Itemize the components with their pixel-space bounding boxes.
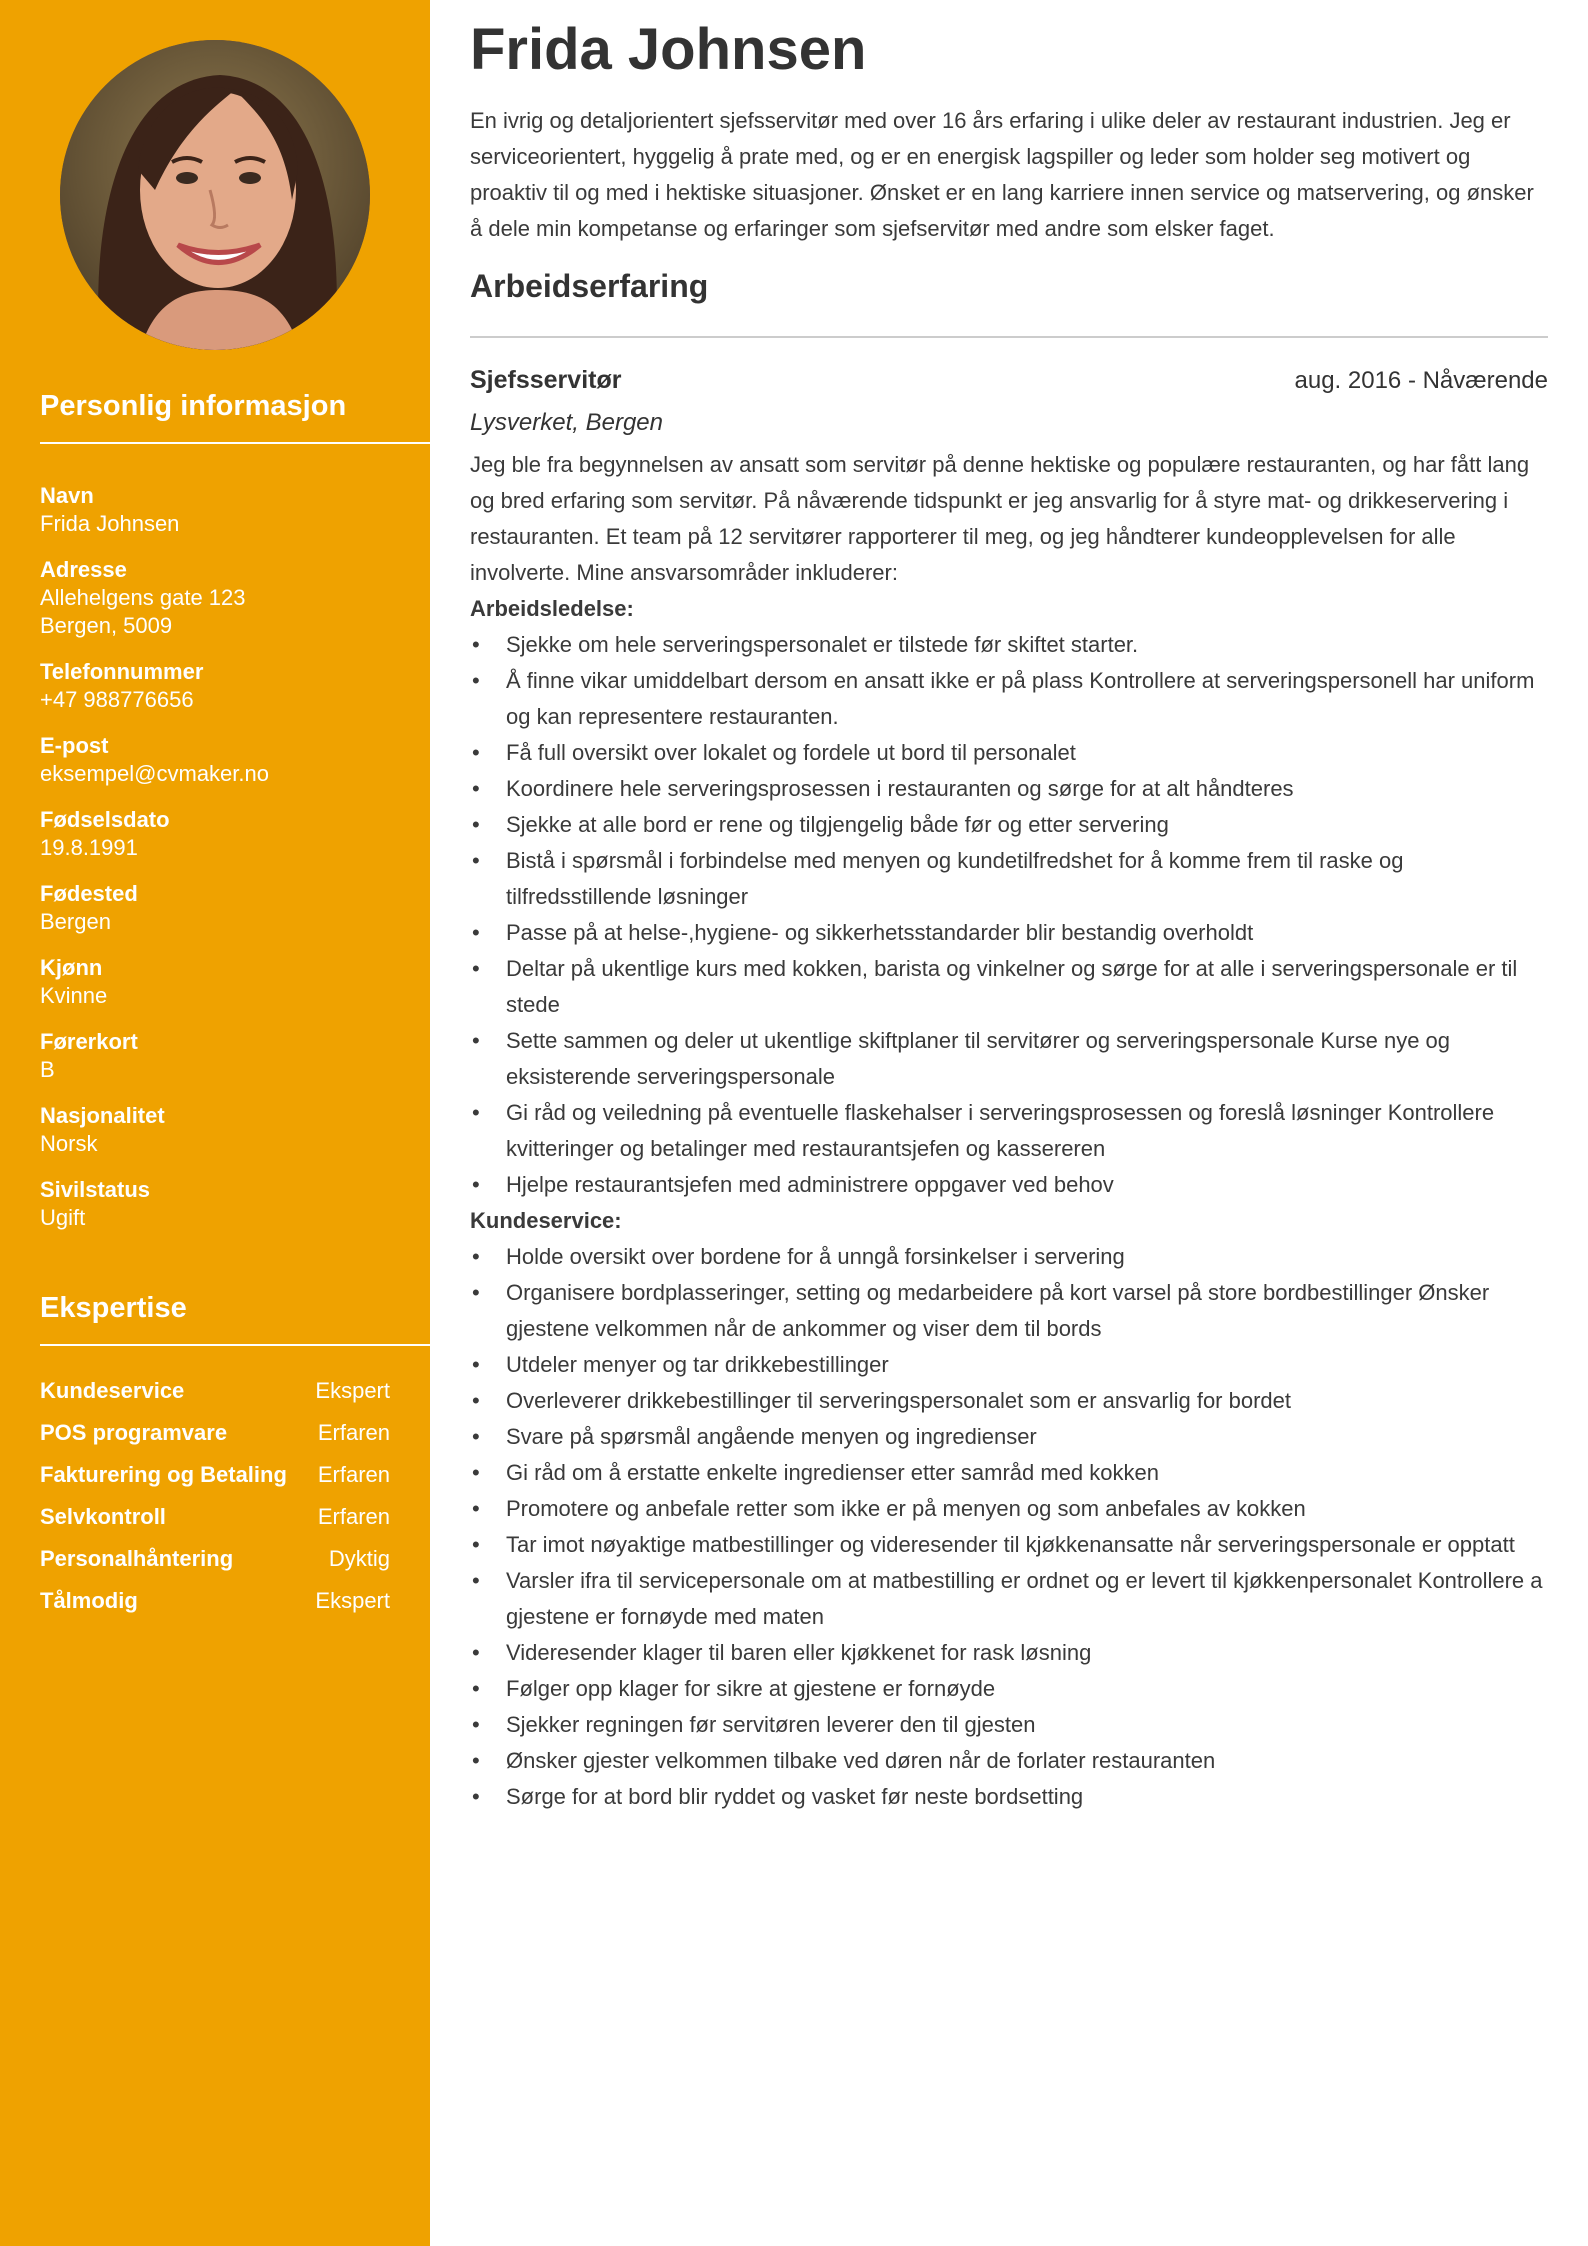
skill-level: Dyktig: [328, 1546, 390, 1571]
list-item: • Holde oversikt over bordene for å unngå forsinkelser i servering: [470, 1239, 1548, 1275]
job-title: Sjefsservitør: [470, 366, 622, 394]
info-item-birthdate: [40, 806, 420, 862]
info-item-license: [40, 1028, 420, 1084]
info-label: Navn: [40, 483, 94, 508]
list-item: • Gi råd om å erstatte enkelte ingredienser etter samråd med kokken: [470, 1455, 1548, 1491]
skill-row: [40, 1580, 390, 1622]
list-item: • Tar imot nøyaktige matbestillinger og videresender til kjøkkenansatte når serveringspersonale er opptatt: [470, 1527, 1548, 1563]
experience-section-title: Arbeidserfaring: [470, 268, 709, 304]
info-item-gender: [40, 954, 420, 1010]
skill-level: Erfaren: [317, 1504, 390, 1529]
list-item: • Passe på at helse-,hygiene- og sikkerhetsstandarder blir bestandig overholdt: [470, 915, 1548, 951]
profile-photo: [60, 40, 370, 350]
management-duties-list: [470, 627, 1548, 1203]
skill-level: Ekspert: [315, 1378, 390, 1403]
list-item: • Organisere bordplasseringer, setting og medarbeidere på kort varsel på store bordbestillinger Ønsker gjestene velkommen når de ankommer og viser dem til bords: [470, 1275, 1548, 1347]
info-label: Fødselsdato: [40, 807, 170, 832]
list-item: • Få full oversikt over lokalet og fordele ut bord til personalet: [470, 735, 1548, 771]
group-heading-customer-service: Kundeservice:: [470, 1208, 622, 1233]
list-item: • Sørge for at bord blir ryddet og vasket før neste bordsetting: [470, 1779, 1548, 1815]
skills-title: Ekspertise: [40, 1292, 187, 1324]
info-value: Allehelgens gate 123: [40, 585, 246, 610]
job-intro: Jeg ble fra begynnelsen av ansatt som servitør på denne hektiske og populære restauranten, og har fått lang og bred erfaring som servitør. På nåværende tidspunkt er jeg ansvarlig for å styre mat- og drikkeservering i restauranten. Et team på 12 servitører rapporterer til meg, og jeg håndterer kundeopplevelsen for alle involverte. Mine ansvarsområder inkluderer:: [470, 452, 1530, 585]
list-item: • Å finne vikar umiddelbart dersom en ansatt ikke er på plass Kontrollere at serveringspersonell har uniform og kan representere restauranten.: [470, 663, 1548, 735]
info-label: Førerkort: [40, 1029, 138, 1054]
job-description: [470, 447, 1548, 1815]
list-item: • Koordinere hele serveringsprosessen i restauranten og sørge for at alt håndteres: [470, 771, 1548, 807]
list-item: • Sjekke om hele serveringspersonalet er tilstede før skiftet starter.: [470, 627, 1548, 663]
list-item: • Gi råd og veiledning på eventuelle flaskehalser i serveringsprosessen og foreslå løsninger Kontrollere kvitteringer og betalinger med restaurantsjefen og kassereren: [470, 1095, 1548, 1167]
skill-row: [40, 1412, 390, 1454]
list-item: • Hjelpe restaurantsjefen med administrere oppgaver ved behov: [470, 1167, 1548, 1203]
info-label: Fødested: [40, 881, 138, 906]
list-item: • Bistå i spørsmål i forbindelse med menyen og kundetilfredshet for å komme frem til raske og tilfredsstillende løsninger: [470, 843, 1548, 915]
list-item: • Følger opp klager for sikre at gjestene er fornøyde: [470, 1671, 1548, 1707]
personal-info-divider: [40, 442, 430, 444]
info-item-nationality: [40, 1102, 420, 1158]
info-value: Bergen: [40, 909, 111, 934]
info-value: Ugift: [40, 1205, 86, 1230]
customer-service-duties-list: [470, 1239, 1548, 1815]
sidebar: [0, 0, 430, 2246]
list-item: • Ønsker gjester velkommen tilbake ved døren når de forlater restauranten: [470, 1743, 1548, 1779]
info-value: Norsk: [40, 1131, 98, 1156]
list-item: • Svare på spørsmål angående menyen og ingredienser: [470, 1419, 1548, 1455]
list-item: • Sjekke at alle bord er rene og tilgjengelig både før og etter servering: [470, 807, 1548, 843]
info-label: Kjønn: [40, 955, 103, 980]
list-item: • Utdeler menyer og tar drikkebestillinger: [470, 1347, 1548, 1383]
skill-row: [40, 1370, 390, 1412]
candidate-name: Frida Johnsen: [470, 17, 867, 82]
info-item-marital-status: [40, 1176, 420, 1232]
list-item: • Overleverer drikkebestillinger til serveringspersonalet som er ansvarlig for bordet: [470, 1383, 1548, 1419]
experience-divider: [470, 336, 1548, 338]
list-item: • Sette sammen og deler ut ukentlige skiftplaner til servitører og serveringspersonale Kurse nye og eksisterende serveringspersonale: [470, 1023, 1548, 1095]
skill-level: Ekspert: [315, 1588, 390, 1613]
info-item-email: [40, 732, 420, 788]
skills-list: [40, 1370, 390, 1622]
list-item: • Varsler ifra til servicepersonale om at matbestilling er ordnet og er levert til kjøkkenpersonalet Kontrollere a gjestene er fornøyde med maten: [470, 1563, 1548, 1635]
personal-info-list: [40, 482, 420, 1250]
info-item-birthplace: [40, 880, 420, 936]
info-value: B: [40, 1057, 55, 1082]
info-item-phone: [40, 658, 420, 714]
info-item-name: [40, 482, 420, 538]
skill-row: [40, 1538, 390, 1580]
info-value: eksempel@cvmaker.no: [40, 761, 269, 786]
group-heading-management: Arbeidsledelse:: [470, 596, 634, 621]
skill-name: Tålmodig: [40, 1588, 138, 1613]
info-value: Kvinne: [40, 983, 108, 1008]
info-label: E-post: [40, 733, 109, 758]
skill-name: Kundeservice: [40, 1378, 185, 1403]
job-date: aug. 2016 - Nåværende: [1294, 367, 1548, 394]
info-label: Adresse: [40, 557, 127, 582]
info-value-line2: Bergen, 5009: [40, 613, 173, 638]
skill-row: [40, 1496, 390, 1538]
info-value: +47 988776656: [40, 687, 194, 712]
info-value: Frida Johnsen: [40, 511, 180, 536]
skill-name: Selvkontroll: [40, 1504, 166, 1529]
skill-level: Erfaren: [317, 1420, 390, 1445]
list-item: • Sjekker regningen før servitøren leverer den til gjesten: [470, 1707, 1548, 1743]
skill-name: Fakturering og Betaling: [40, 1462, 287, 1487]
info-label: Telefonnummer: [40, 659, 204, 684]
profile-summary: En ivrig og detaljorientert sjefsservitør med over 16 års erfaring i ulike deler av restaurant industrien. Jeg er serviceorientert, hyggelig å prate med, og er en energisk lagspiller og leder som holder seg motivert og proaktiv til og med i hektiske situasjoner. Ønsket er en lang karriere innen service og matservering, og ønsker å dele min kompetanse og erfaringer som sjefservitør med andre som elsker faget.: [470, 108, 1534, 241]
skill-name: POS programvare: [40, 1420, 228, 1445]
list-item: • Deltar på ukentlige kurs med kokken, barista og vinkelner og sørge for at alle i serveringspersonale er til stede: [470, 951, 1548, 1023]
skills-divider: [40, 1344, 430, 1346]
info-label: Sivilstatus: [40, 1177, 151, 1202]
personal-info-title: Personlig informasjon: [40, 390, 347, 422]
info-value: 19.8.1991: [40, 835, 138, 860]
avatar-portrait-icon: [60, 40, 370, 350]
info-label: Nasjonalitet: [40, 1103, 165, 1128]
job-company: Lysverket, Bergen: [470, 409, 663, 436]
skill-row: [40, 1454, 390, 1496]
list-item: • Videresender klager til baren eller kjøkkenet for rask løsning: [470, 1635, 1548, 1671]
skill-level: Erfaren: [317, 1462, 390, 1487]
skill-name: Personalhåntering: [40, 1546, 234, 1571]
list-item: • Promotere og anbefale retter som ikke er på menyen og som anbefales av kokken: [470, 1491, 1548, 1527]
info-item-address: [40, 556, 420, 640]
